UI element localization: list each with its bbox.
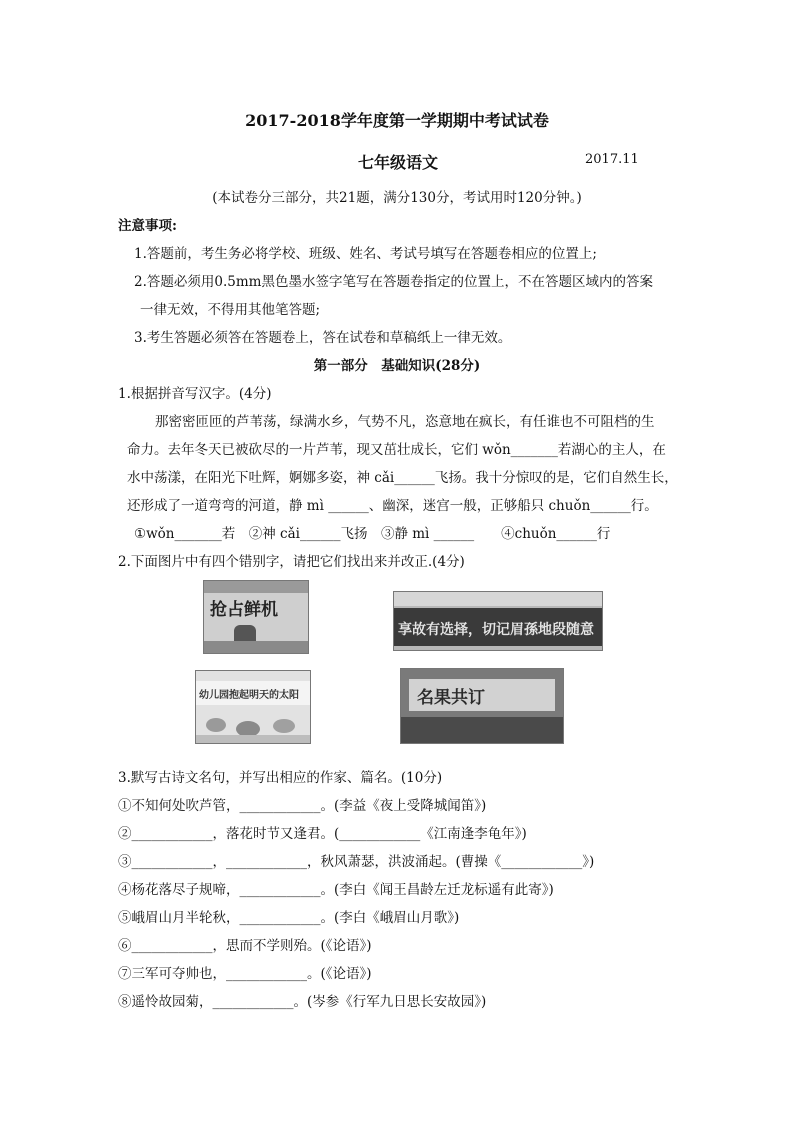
q1-passage-line-4: 还形成了一道弯弯的河道，静 mì ______、幽深，迷宫一般，正够船只 chuǒn______行。 <box>127 498 658 514</box>
photo-2-text: 享故有选择，切记眉孫地段随意 <box>398 622 594 638</box>
q1-passage-line-3: 水中荡漾，在阳光下吐辉，婀娜多姿，神 cǎi______飞扬。我十分惊叹的是，它们自然生长， <box>127 470 678 486</box>
q1-passage-line-1: 那密密匝匝的芦苇荡，绿满水乡，气势不凡，恣意地在疯长，有任谁也不可阻档的生 <box>155 414 655 430</box>
photo-sign-2 <box>393 591 603 651</box>
q3-item-6: ⑥____________，思而不学则殆。(《论语》) <box>118 938 372 954</box>
q1-passage-line-2: 命力。去年冬天已被砍尽的一片芦苇，现又茁壮成长，它们 wǒn_______若湖心的主人，在 <box>127 442 666 458</box>
q1-stem: 1.根据拼音写汉字。(4分) <box>118 386 272 402</box>
q3-item-1: ①不知何处吹芦管，____________。(李益《夜上受降城闻笛》) <box>118 798 487 814</box>
notes-heading: 注意事项: <box>118 218 177 234</box>
q3-stem: 3.默写古诗文名句，并写出相应的作家、篇名。(10分) <box>118 770 443 786</box>
photo-sign-1 <box>203 580 309 654</box>
q3-item-2: ②____________，落花时节又逢君。(____________《江南逢李龟年》) <box>118 826 527 842</box>
photo-sign-4 <box>400 668 564 744</box>
note-item-2-cont: 一律无效，不得用其他笔答题; <box>140 302 321 318</box>
photo-1-text: 抢占鲜机 <box>210 600 278 620</box>
q1-answer-blanks: ①wǒn_______若 ②神 cǎi______飞扬 ③静 mì ______ ④chuǒn______行 <box>134 526 611 542</box>
q3-item-5: ⑤峨眉山月半轮秋，____________。(李白《峨眉山月歌》) <box>118 910 460 926</box>
photo-4-text: 名果共订 <box>417 688 485 708</box>
note-item-1: 1.答题前，考生务必将学校、班级、姓名、考试号填写在答题卷相应的位置上; <box>134 246 597 262</box>
q2-stem: 2.下面图片中有四个错别字，请把它们找出来并改正.(4分) <box>118 554 465 570</box>
note-item-3: 3.考生答题必须答在答题卷上，答在试卷和草稿纸上一律无效。 <box>134 330 512 346</box>
exam-date: 2017.11 <box>585 152 639 167</box>
q3-item-7: ⑦三军可夺帅也，____________。(《论语》) <box>118 966 372 982</box>
q3-item-3: ③____________，____________，秋风萧瑟，洪波涌起。(曹操《____________》) <box>118 854 595 870</box>
note-item-2: 2.答题必须用0.5mm黑色墨水签字笔写在答题卷指定的位置上，不在答题区域内的答案 <box>134 274 653 290</box>
photo-3-text: 幼儿园抱起明天的太阳 <box>199 690 299 701</box>
exam-title: 2017-2018学年度第一学期期中考试试卷 <box>245 111 549 130</box>
exam-subtitle: 七年级语文 <box>358 153 439 172</box>
q3-item-4: ④杨花落尽子规啼，____________。(李白《闻王昌龄左迁龙标遥有此寄》) <box>118 882 554 898</box>
exam-intro: (本试卷分三部分，共21题，满分130分，考试用时120分钟。) <box>212 190 582 206</box>
q3-item-8: ⑧遥怜故园菊，____________。(岑参《行军九日思长安故园》) <box>118 994 487 1010</box>
part1-heading: 第一部分 基础知识(28分) <box>313 358 481 374</box>
photo-sign-3 <box>195 670 311 744</box>
